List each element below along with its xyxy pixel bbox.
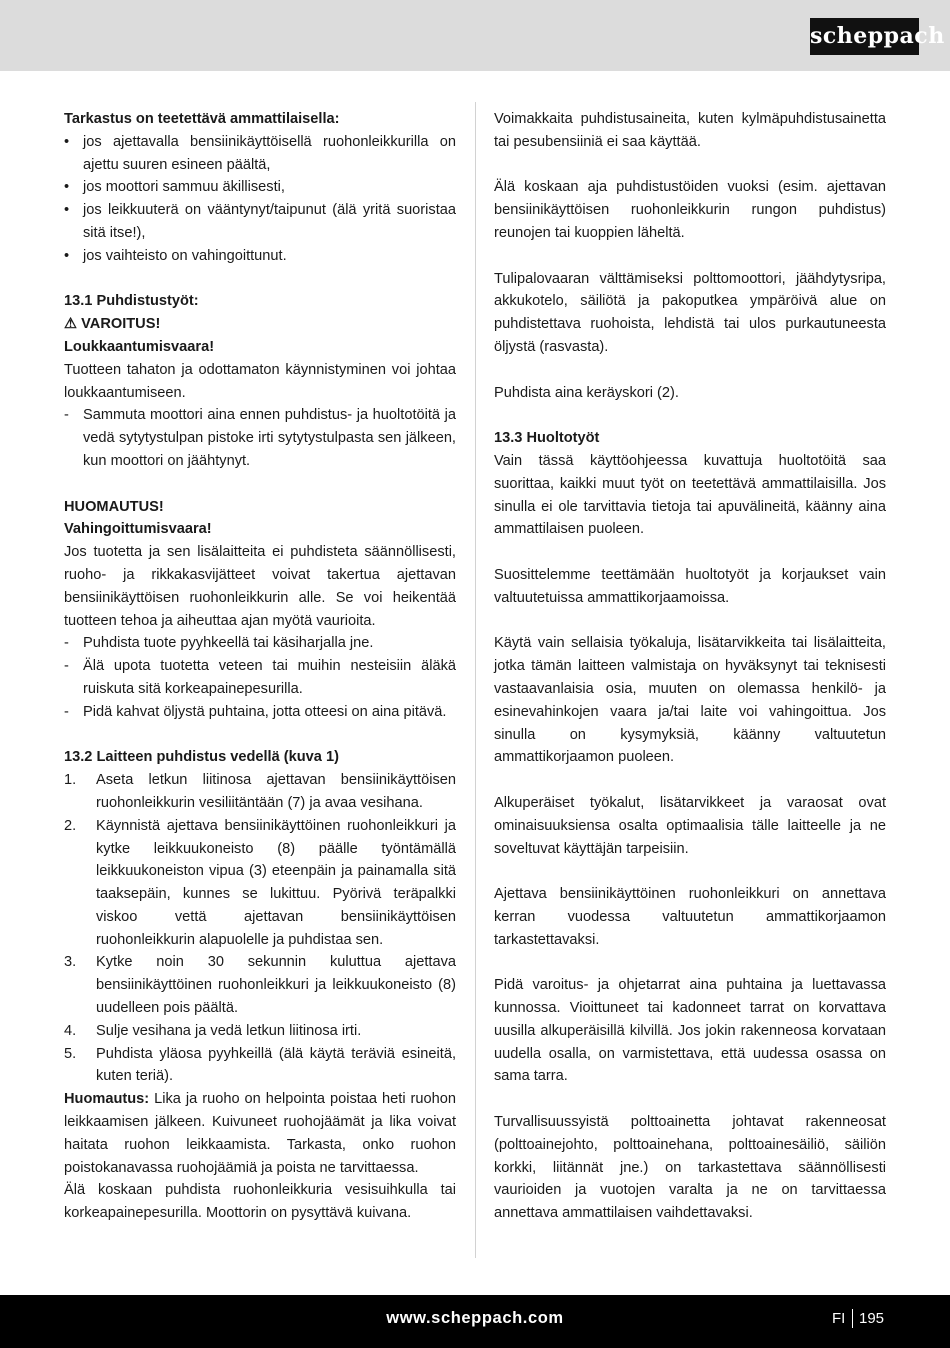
language-code: FI (832, 1310, 846, 1327)
list-item: - Älä upota tuotetta veteen tai muihin nesteisiin äläkä ruiskuta sitä korkeapainepesurilla. (64, 658, 456, 697)
notice-subtitle: Vahingoittumisvaara! (64, 521, 212, 538)
numbered-step: 5. Puhdista yläosa pyyhkeillä (älä käytä teräviä esineitä, kuten teriä). (64, 1045, 456, 1085)
section-13-1-heading: 13.1 Puhdistustyöt: (64, 293, 199, 310)
notice-text: Jos tuotetta ja sen lisälaitteita ei puhdisteta säännöllisesti, ruoho- ja rikkakasvijätteet voivat takertua ajettavan bensiinikäyttöisen ruohonleikkurin alle. Se voi heikentää tuotteen tehoa ja aiheuttaa ajan myötä vaurioita. (64, 544, 456, 629)
paragraph: Suosittelemme teettämään huoltotyöt ja korjaukset vain valtuutetuissa ammattikorjaamoissa. (494, 566, 886, 606)
final-paragraph: Älä koskaan puhdista ruohonleikkuria vesisuihkulla tai korkeapainepesurilla. Moottorin on pysyttävä kuivana. (64, 1182, 456, 1222)
warning-subtitle: Loukkaantumisvaara! (64, 338, 215, 355)
numbered-step: 4. Sulje vesihana ja vedä letkun liitinosa irti. (64, 1022, 362, 1039)
warning-text: Tuotteen tahaton ja odottamaton käynnistyminen voi johtaa loukkaantumiseen. (64, 361, 456, 401)
paragraph: Alkuperäiset työkalut, lisätarvikkeet ja varaosat ovat ominaisuuksiensa osalta optimaalisia tälle laitteelle ja ne soveltuvat käyttäjän tarpeisiin. (494, 794, 886, 857)
list-item: - Sammuta moottori aina ennen puhdistus- ja huoltotöitä ja vedä sytytystulpan pistoke irti sytytystulpasta sen jälkeen, kun moottori on jäähtynyt. (64, 407, 456, 469)
numbered-step: 2. Käynnistä ajettava bensiinikäyttöinen ruohonleikkuri ja kytke leikkuukoneisto (8) päälle työntämällä leikkuukoneiston vipua (3) eteenpäin ja painamalla sitä taaksepäin, kunnes se lukittuu. Pyörivä teräpalkki viskoo vettä ajettavan bensiinikäyttöisen ruohonleikkurin alapuolelle ja puhdistaa sen. (64, 817, 456, 948)
paragraph: Tulipalovaaran välttämiseksi polttomoottori, jäähdytysripa, akkukotelo, säiliötä ja pakoputkea ympäröivä alue on puhdistettava ruohoista, lehdistä tai ulos purkautuneesta öljystä (rasvasta). (494, 270, 886, 355)
list-item: - Pidä kahvat öljystä puhtaina, jotta otteesi on aina pitävä. (64, 703, 447, 720)
left-column (64, 108, 456, 1225)
paragraph: Älä koskaan aja puhdistustöiden vuoksi (esim. ajettavan bensiinikäyttöisen ruohonleikkurin rungon puhdistus) reunojen tai kuoppien läheltä. (494, 179, 886, 241)
list-item: • jos moottori sammuu äkillisesti, (64, 179, 285, 196)
paragraph: Käytä vain sellaisia työkaluja, lisätarvikkeita tai lisälaitteita, jotka tämän laitteen valmistaja on hyväksynyt tai teknisesti vastaavanlaisia osia, muuten on olemassa henkilö- ja esinevahinkojen vaara ja/tai laite voi vahingoittua. Jos sinulla on kysymyksiä, käänny valtuutetun ammattikorjaamon puoleen. (494, 635, 886, 766)
right-column (494, 108, 886, 1225)
footer-bar (0, 1295, 950, 1348)
warning-label: ⚠ VAROITUS! (64, 316, 161, 333)
footer-separator (852, 1309, 853, 1328)
paragraph: Pidä varoitus- ja ohjetarrat aina puhtaina ja luettavassa kunnossa. Vioittuneet tai kadonneet tarrat on korvattava uusilla alkuperäisillä kilvillä. Jos jokin rakenneosa korvataan uudella osalla, on varmistettava, että uudessa osassa on sama tarra. (494, 977, 886, 1085)
paragraph: Turvallisuussyistä polttoainetta johtavat rakenneosat (polttoainejohto, polttoainehana, polttoainesäiliö, säiliön korkki, liitännät jne.) on tarkastettava säännöllisesti vaurioiden ja vuotojen varalta ja ne on tarvittaessa annettava ammattilaisen vaihdettavaksi. (494, 1114, 886, 1222)
paragraph: Puhdista aina keräyskori (2). (494, 384, 679, 401)
paragraph: Ajettava bensiinikäyttöinen ruohonleikkuri on annettava kerran vuodessa valtuutetun ammattikorjaamon tarkastettavaksi. (494, 886, 886, 948)
header-bar (0, 0, 950, 71)
list-item: • jos vaihteisto on vahingoittunut. (64, 247, 287, 264)
page-number: 195 (859, 1310, 885, 1327)
notice-label: HUOMAUTUS! (64, 498, 164, 515)
numbered-step: 1. Aseta letkun liitinosa ajettavan bensiinikäyttöisen ruohonleikkurin vesiliitäntään (7) ja avaa vesihana. (64, 772, 456, 811)
list-item: - Puhdista tuote pyyhkeellä tai käsiharjalla jne. (64, 635, 374, 652)
note-paragraph: Huomautus: Lika ja ruoho on helpointa poistaa heti ruohon leikkaamisen jälkeen. Kuivuneet ruohojäämät ja lika voivat haitata ruohon leikkaamista. Tarkasta, onko ruohon poistokanavassa ruohojäämiä ja poista ne tarvittaessa. (64, 1091, 456, 1176)
numbered-step: 3. Kytke noin 30 sekunnin kuluttua ajettava bensiinikäyttöinen ruohonleikkuri ja leikkuukoneisto (8) uudelleen pois päältä. (64, 954, 456, 1017)
website-link[interactable]: www.scheppach.com (386, 1309, 564, 1327)
section-13-3-heading: 13.3 Huoltotyöt (494, 430, 600, 447)
list-item: • jos ajettavalla bensiinikäyttöisellä ruohonleikkurilla on ajettu suuren esineen päältä, (64, 133, 456, 173)
brand-logo: scheppach (810, 18, 919, 55)
paragraph: Voimakkaita puhdistusaineita, kuten kylmäpuhdistusainetta tai pesubensiiniä ei saa käyttää. (494, 111, 886, 150)
list-item: • jos leikkuuterä on vääntynyt/taipunut (älä yritä suoristaa sitä itse!), (64, 202, 456, 241)
inspection-heading: Tarkastus on teetettävä ammattilaisella: (64, 111, 340, 127)
paragraph: Vain tässä käyttöohjeessa kuvattuja huoltotöitä saa suorittaa, kaikki muut työt on teetettävä ammattilaisilla. Jos sinulla ei ole tarvittavia tietoja tai apuvälineitä, käänny aina ammattilaisen puoleen. (494, 452, 886, 538)
section-13-2-heading: 13.2 Laitteen puhdistus vedellä (kuva 1) (64, 749, 339, 766)
column-divider (475, 102, 476, 1258)
